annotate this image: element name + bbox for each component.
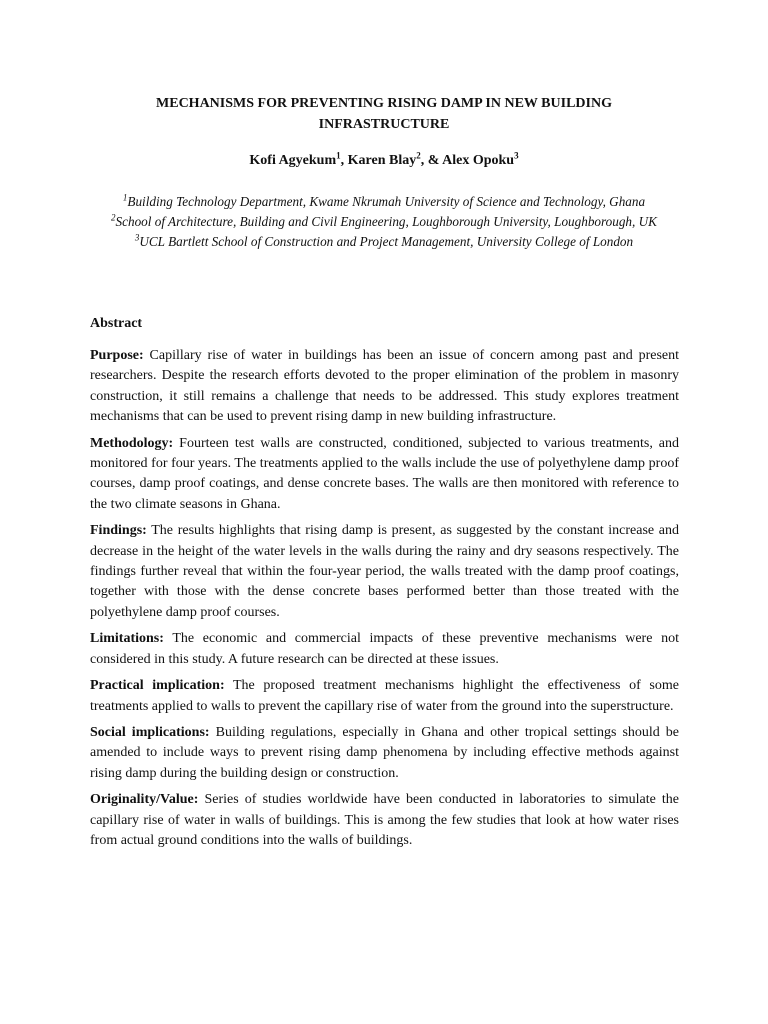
author-superscript: 1 [336, 150, 341, 161]
section-text: Building regulations, especially in Ghana and other tropical settings should be amended to include ways to prevent rising damp phenomena by including effective methods against rising damp during the building design or construction. [90, 724, 680, 781]
affiliation-list [0, 192, 768, 252]
author-superscript: 3 [514, 150, 519, 161]
author-separator: , [340, 153, 348, 168]
section-text: Fourteen test walls are constructed, conditioned, subjected to various treatments, and monitored for four years. The treatments applied to the walls include the use of polyethylene damp proof courses, damp proof coatings, and dense concrete bases. The walls are then monitored with reference to the two climate seasons in Ghana. [90, 435, 679, 512]
abstract-section-originality-value [90, 790, 679, 851]
abstract-section-limitations [90, 629, 679, 670]
author-name: Karen Blay [347, 153, 417, 168]
affiliation-1 [0, 192, 768, 212]
abstract-section-methodology [90, 434, 679, 516]
title-line-2: INFRASTRUCTURE [318, 117, 450, 132]
affiliation-text: Building Technology Department, Kwame Nkrumah University of Science and Technology, Ghana [127, 194, 646, 209]
abstract-section-findings [90, 521, 679, 623]
abstract-section-purpose [90, 346, 679, 428]
affiliation-text: School of Architecture, Building and Civil Engineering, Loughborough University, Loughborough, UK [115, 214, 657, 229]
author-name: Kofi Agyekum [249, 153, 337, 168]
paper-title [0, 93, 768, 135]
affiliation-2 [0, 212, 768, 232]
author-name: Alex Opoku [442, 153, 515, 168]
author-separator: , & [420, 153, 443, 168]
title-line-1: MECHANISMS FOR PREVENTING RISING DAMP IN NEW BUILDING [156, 96, 612, 111]
affiliation-superscript: 1 [122, 192, 128, 203]
section-label: Social implications: [90, 724, 210, 740]
section-text: The results highlights that rising damp is present, as suggested by the constant increase and decrease in the height of the water levels in the walls during the rainy and dry seasons respectively. The findings further reveal that within the four-year period, the walls treated with the damp proof coatings, together with those with the dense concrete bases performed better than those treated with the polyethylene damp proof courses. [90, 523, 680, 620]
section-text: Series of studies worldwide have been conducted in laboratories to simulate the capillary rise of water in walls of buildings. This is among the few studies that look at how water rises from actual ground conditions into the walls of buildings. [90, 792, 680, 848]
section-label: Methodology: [90, 435, 174, 451]
section-label: Practical implication: [90, 678, 225, 694]
abstract-body [90, 346, 679, 857]
section-text: Capillary rise of water in buildings has been an issue of concern among past and present researchers. Despite the research efforts devoted to the proper elimination of the problem in masonry construction, it still remains a challenge that needs to be addressed. This study explores treatment mechanisms that can be used to prevent rising damp in new building infrastructure. [90, 348, 679, 425]
author-list [0, 151, 768, 171]
section-text: The proposed treatment mechanisms highlight the effectiveness of some treatments applied to walls to prevent the capillary rise of water from the ground into the superstructure. [90, 678, 679, 714]
section-label: Limitations: [90, 631, 164, 647]
section-label: Findings: [90, 523, 147, 539]
section-label: Originality/Value: [90, 792, 199, 808]
affiliation-superscript: 2 [111, 212, 116, 223]
author-superscript: 2 [416, 150, 421, 161]
affiliation-superscript: 3 [134, 232, 140, 243]
affiliation-text: UCL Bartlett School of Construction and Project Management, University College of London [139, 234, 634, 249]
affiliation-3 [0, 232, 768, 252]
section-label: Purpose: [90, 348, 144, 363]
abstract-section-social-implications [90, 723, 679, 784]
section-text: The economic and commercial impacts of these preventive mechanisms were not considered in this study. A future research can be directed at these issues. [90, 631, 679, 667]
abstract-heading: Abstract [90, 316, 143, 331]
abstract-section-practical-implication [90, 676, 679, 717]
